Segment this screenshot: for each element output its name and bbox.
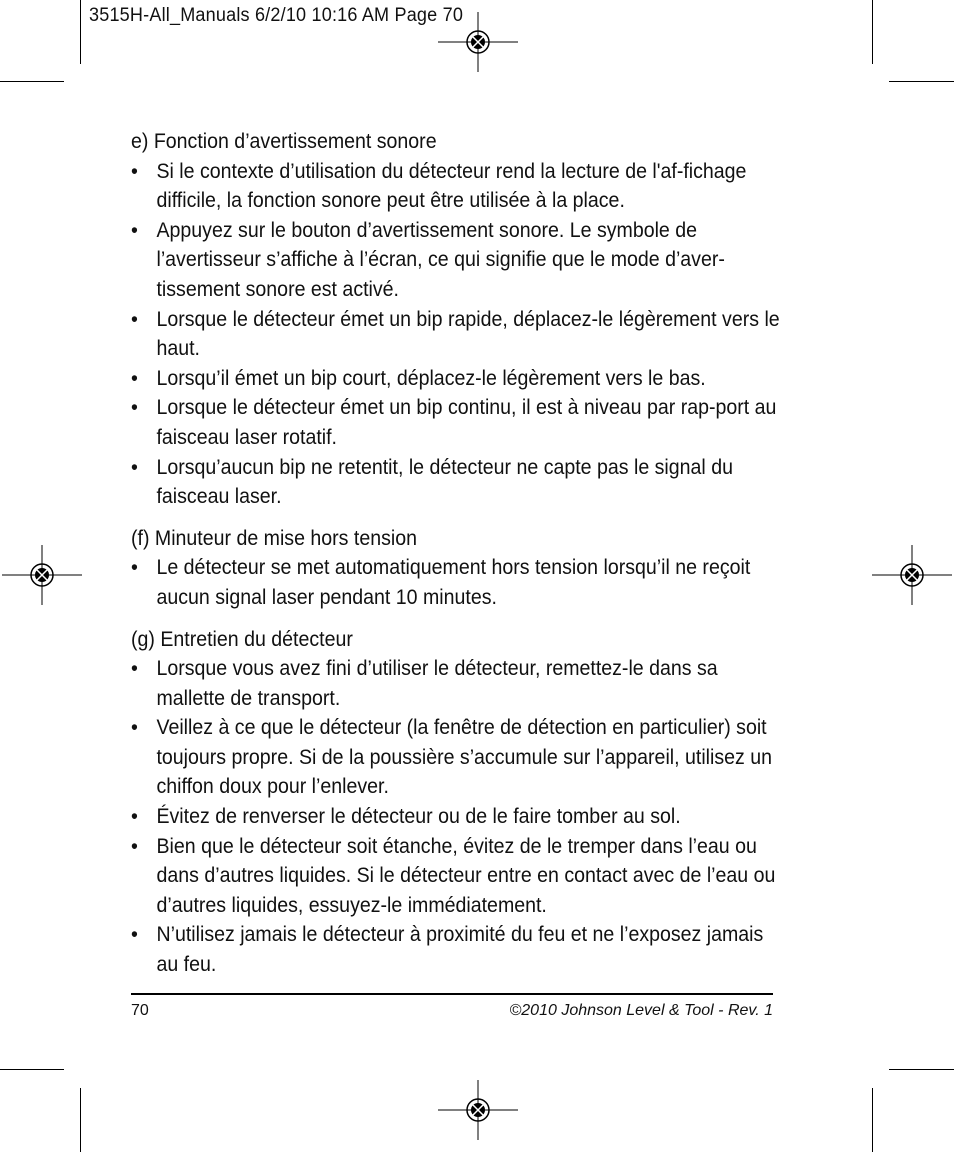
bullet-icon: • xyxy=(131,833,138,858)
list-item-text: N’utilisez jamais le détecteur à proximité du feu et ne l’exposez jamais au feu. xyxy=(156,922,764,977)
list-item xyxy=(131,364,781,394)
registration-mark-icon xyxy=(438,1080,518,1140)
crop-mark xyxy=(889,1069,954,1070)
registration-mark-icon xyxy=(438,12,518,72)
list-item-text: Lorsqu’il émet un bip court, déplacez-le légèrement vers le bas. xyxy=(156,365,706,390)
crop-mark xyxy=(889,81,954,82)
bullet-list xyxy=(131,157,781,512)
list-item xyxy=(131,654,781,713)
bullet-icon: • xyxy=(131,922,138,947)
bullet-icon: • xyxy=(131,454,138,479)
list-item-text: Lorsque le détecteur émet un bip continu, il est à niveau par rap-port au faisceau laser rotatif. xyxy=(156,395,777,449)
list-item xyxy=(131,553,781,612)
footer-rule xyxy=(131,993,773,995)
list-item-text: Bien que le détecteur soit étanche, évitez de le tremper dans l’eau ou dans d’autres liquides. Si le détecteur entre en contact avec de l’eau ou d’autres liquides, essuyez-le immédiatement. xyxy=(156,833,776,917)
list-item xyxy=(131,713,781,802)
list-item xyxy=(131,393,781,452)
list-item xyxy=(131,157,781,216)
list-item xyxy=(131,920,781,979)
crop-mark xyxy=(80,1088,81,1152)
page-content xyxy=(131,127,781,992)
section-beep-warning xyxy=(131,127,781,512)
section-heading: (g) Entretien du détecteur xyxy=(131,626,353,651)
section-heading: (f) Minuteur de mise hors tension xyxy=(131,525,417,550)
list-item xyxy=(131,305,781,364)
bullet-icon: • xyxy=(131,217,138,242)
copyright-notice: ©2010 Johnson Level & Tool - Rev. 1 xyxy=(509,1002,773,1019)
bullet-icon: • xyxy=(131,656,138,681)
list-item xyxy=(131,802,781,832)
list-item-text: Lorsque vous avez fini d’utiliser le détecteur, remettez-le dans sa mallette de transport. xyxy=(156,656,718,710)
section-heading: e) Fonction d’avertissement sonore xyxy=(131,129,437,153)
crop-mark xyxy=(872,0,873,64)
bullet-icon: • xyxy=(131,715,138,740)
bullet-list xyxy=(131,654,781,980)
print-slug: 3515H-All_Manuals 6/2/10 10:16 AM Page 70 xyxy=(89,5,464,26)
crop-mark xyxy=(872,1088,873,1152)
bullet-icon: • xyxy=(131,395,138,420)
list-item-text: Appuyez sur le bouton d’avertissement sonore. Le symbole de l’avertisseur s’affiche à l’écran, ce qui signifie que le mode d’aver-tissement sonore est activé. xyxy=(156,217,725,301)
bullet-icon: • xyxy=(131,804,138,829)
section-maintenance xyxy=(131,625,781,980)
page-number: 70 xyxy=(131,1002,149,1019)
bullet-icon: • xyxy=(131,365,138,390)
crop-mark xyxy=(0,1069,64,1070)
list-item-text: Si le contexte d’utilisation du détecteur rend la lecture de l'af-fichage difficile, la fonction sonore peut être utilisée à la place. xyxy=(156,158,747,213)
list-item-text: Le détecteur se met automatiquement hors tension lorsqu’il ne reçoit aucun signal laser pendant 10 minutes. xyxy=(156,555,751,609)
bullet-icon: • xyxy=(131,158,138,183)
list-item-text: Veillez à ce que le détecteur (la fenêtre de détection en particulier) soit toujours propre. Si de la poussière s’accumule sur l’appareil, utilisez un chiffon doux pour l’enlever. xyxy=(156,715,773,799)
bullet-icon: • xyxy=(131,555,138,580)
list-item xyxy=(131,453,781,512)
registration-mark-icon xyxy=(872,545,952,605)
crop-mark xyxy=(80,0,81,64)
list-item-text: Lorsqu’aucun bip ne retentit, le détecteur ne capte pas le signal du faisceau laser. xyxy=(156,454,733,509)
list-item-text: Lorsque le détecteur émet un bip rapide, déplacez-le légèrement vers le haut. xyxy=(156,306,780,361)
crop-mark xyxy=(0,81,64,82)
section-power-off-timer xyxy=(131,524,781,613)
bullet-list xyxy=(131,553,781,612)
bullet-icon: • xyxy=(131,306,138,331)
list-item xyxy=(131,216,781,305)
registration-mark-icon xyxy=(2,545,82,605)
list-item xyxy=(131,832,781,921)
list-item-text: Évitez de renverser le détecteur ou de le faire tomber au sol. xyxy=(156,804,681,829)
